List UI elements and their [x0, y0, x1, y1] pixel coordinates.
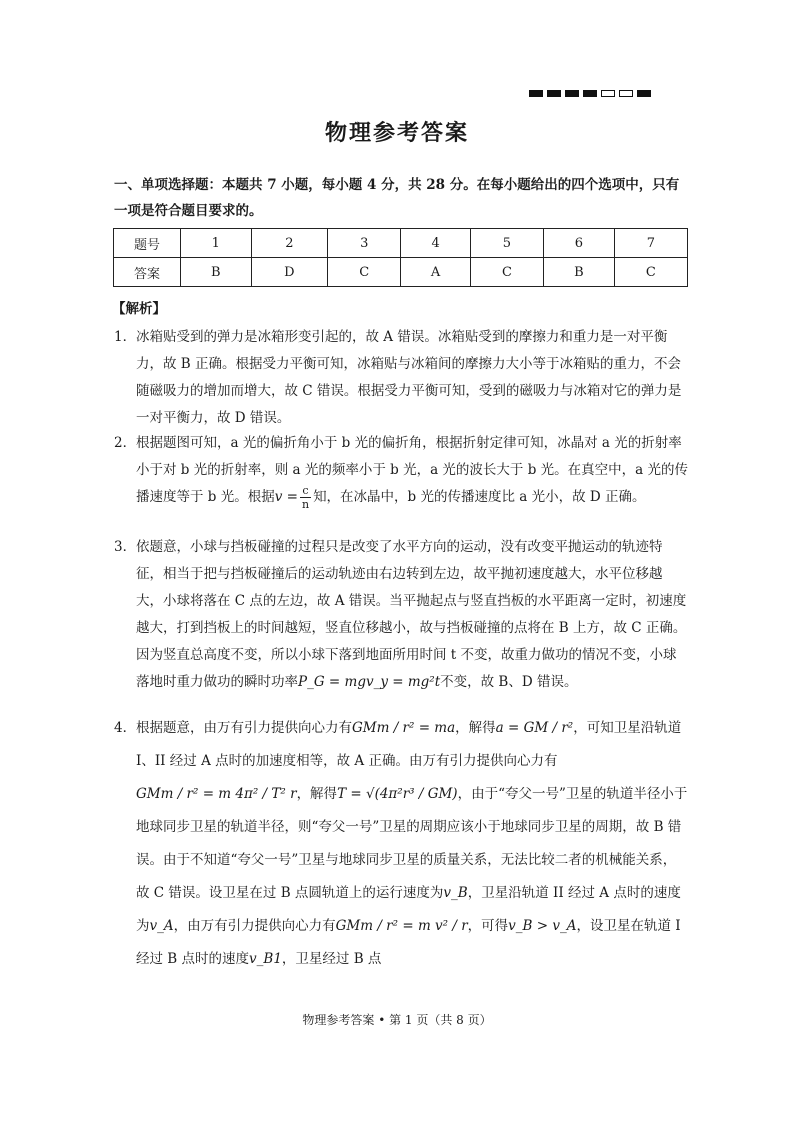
row-label: 答案 [114, 258, 181, 287]
question-number: 7 [614, 229, 687, 258]
analysis-heading: 【解析】 [112, 301, 166, 317]
answer-cell: B [544, 258, 615, 287]
item-number: 4． [114, 720, 137, 736]
item-text: 冰箱贴受到的弹力是冰箱形变引起的，故 A 错误。冰箱贴受到的摩擦力和重力是一对平衡力，故 B 正确。根据受力平衡可知，冰箱贴与冰箱间的摩擦力大小等于冰箱贴的重力，不会随磁吸力的增加而增大，故 C 错误。根据受力平衡可知，受到的磁吸力与冰箱对它的弹力是一对平衡力，故 D 错误。 [136, 329, 682, 426]
formula: GMm / r² = ma [352, 720, 456, 736]
question-number: 6 [544, 229, 615, 258]
item-text: ，卫星经过 B 点 [281, 951, 382, 967]
formula: P_G = mgv_y = mg²t [298, 674, 441, 690]
item-number: 1． [114, 329, 137, 345]
item-text: 根据题图可知，a 光的偏折角小于 b 光的偏折角，根据折射定律可知，冰晶对 a 光的折射率小于对 b 光的折射率，则 a 光的频率小于 b 光，a 光的波长大于 b 光。在真空中，a 光的传播速度等于 b 光。根据 [136, 435, 688, 505]
question-number: 3 [328, 229, 401, 258]
item-text: ，解得 [296, 786, 338, 802]
fraction [300, 484, 311, 511]
analysis-item-4 [114, 712, 689, 976]
page-footer: 物理参考答案 • 第 1 页（共 8 页） [302, 1013, 492, 1027]
answer-cell: A [401, 258, 470, 287]
item-text: 依题意，小球与挡板碰撞的过程只是改变了水平方向的运动，没有改变平抛运动的轨迹特征，相当于把与挡板碰撞后的运动轨迹由右边转到左边，故平抛初速度越大，水平位移越大，小球将落在 C 点的左边，故 A 错误。当平抛起点与竖直挡板的水平距离一定时，初速度越大，打到挡板上的时间越短，竖直位移越小，故与挡板碰撞的点将在 B 上方，故 C 正确。因为竖直总高度不变，所以小球下落到地面所用时间 t 不变，故重力做功的情况不变，小球落地时重力做功的瞬时功率 [136, 539, 687, 690]
page-title: 物理参考答案 [324, 121, 469, 146]
formula: a = GM / r² [495, 720, 574, 736]
answer-table [113, 228, 688, 287]
analysis-item-2 [114, 430, 689, 511]
row-label: 题号 [114, 229, 181, 258]
answer-cell: C [470, 258, 543, 287]
item-body [114, 712, 689, 976]
formula: v_A [149, 918, 174, 934]
question-number: 1 [181, 229, 252, 258]
formula: T = √(4π²r³ / GM) [337, 786, 458, 802]
item-number: 3． [114, 539, 137, 555]
numerator: c [300, 484, 311, 498]
item-text: 不变，故 B、D 错误。 [440, 674, 578, 690]
analysis-item-3 [114, 534, 689, 696]
exam-code-marks [529, 90, 651, 97]
item-text: ，可得 [467, 918, 509, 934]
item-text: ，由万有引力提供向心力有 [173, 918, 336, 934]
answer-cell: C [328, 258, 401, 287]
table-row [114, 258, 688, 287]
item-body [114, 534, 689, 696]
denominator: n [301, 498, 310, 511]
item-text: ，设卫星在轨道 I 经过 B 点时的速度 [136, 918, 681, 967]
item-number: 2． [114, 435, 137, 451]
section-heading: 一、单项选择题：本题共 7 小题，每小题 4 分，共 28 分。在每小题给出的四个选项中，只有一项是符合题目要求的。 [114, 177, 680, 219]
formula: v_B [443, 885, 468, 901]
formula: v_B1 [249, 951, 282, 967]
item-text: ，解得 [455, 720, 496, 736]
answer-cell: B [181, 258, 252, 287]
table-row [114, 229, 688, 258]
item-body [114, 430, 689, 511]
question-number: 5 [470, 229, 543, 258]
question-number: 4 [401, 229, 470, 258]
formula: v_B > v_A [508, 918, 577, 934]
item-text: 知，在冰晶中，b 光的传播速度比 a 光小，故 D 正确。 [313, 489, 646, 505]
question-number: 2 [251, 229, 327, 258]
formula: GMm / r² = m 4π² / T² r [136, 786, 297, 802]
item-text: ，卫星沿轨道 II 经过 A 点时的速度为 [136, 885, 681, 934]
formula: GMm / r² = m v² / r [335, 918, 468, 934]
analysis-item-1 [114, 324, 689, 432]
item-text: ，由于“夸父一号”卫星的轨道半径小于地球同步卫星的轨道半径，则“夸父一号”卫星的周期应该小于地球同步卫星的周期，故 B 错误。由于不知道“夸父一号”卫星与地球同步卫星的质量关系，无法比较二者的机械能关系，故 C 错误。设卫星在过 B 点圆轨道上的运行速度为 [136, 786, 688, 901]
answer-cell: D [251, 258, 327, 287]
formula: v = [274, 489, 298, 505]
item-text: 根据题意，由万有引力提供向心力有 [136, 720, 352, 736]
item-text: ，可知卫星沿轨道 I、II 经过 A 点时的加速度相等，故 A 正确。由万有引力提供向心力有 [136, 720, 682, 769]
answer-cell: C [614, 258, 687, 287]
